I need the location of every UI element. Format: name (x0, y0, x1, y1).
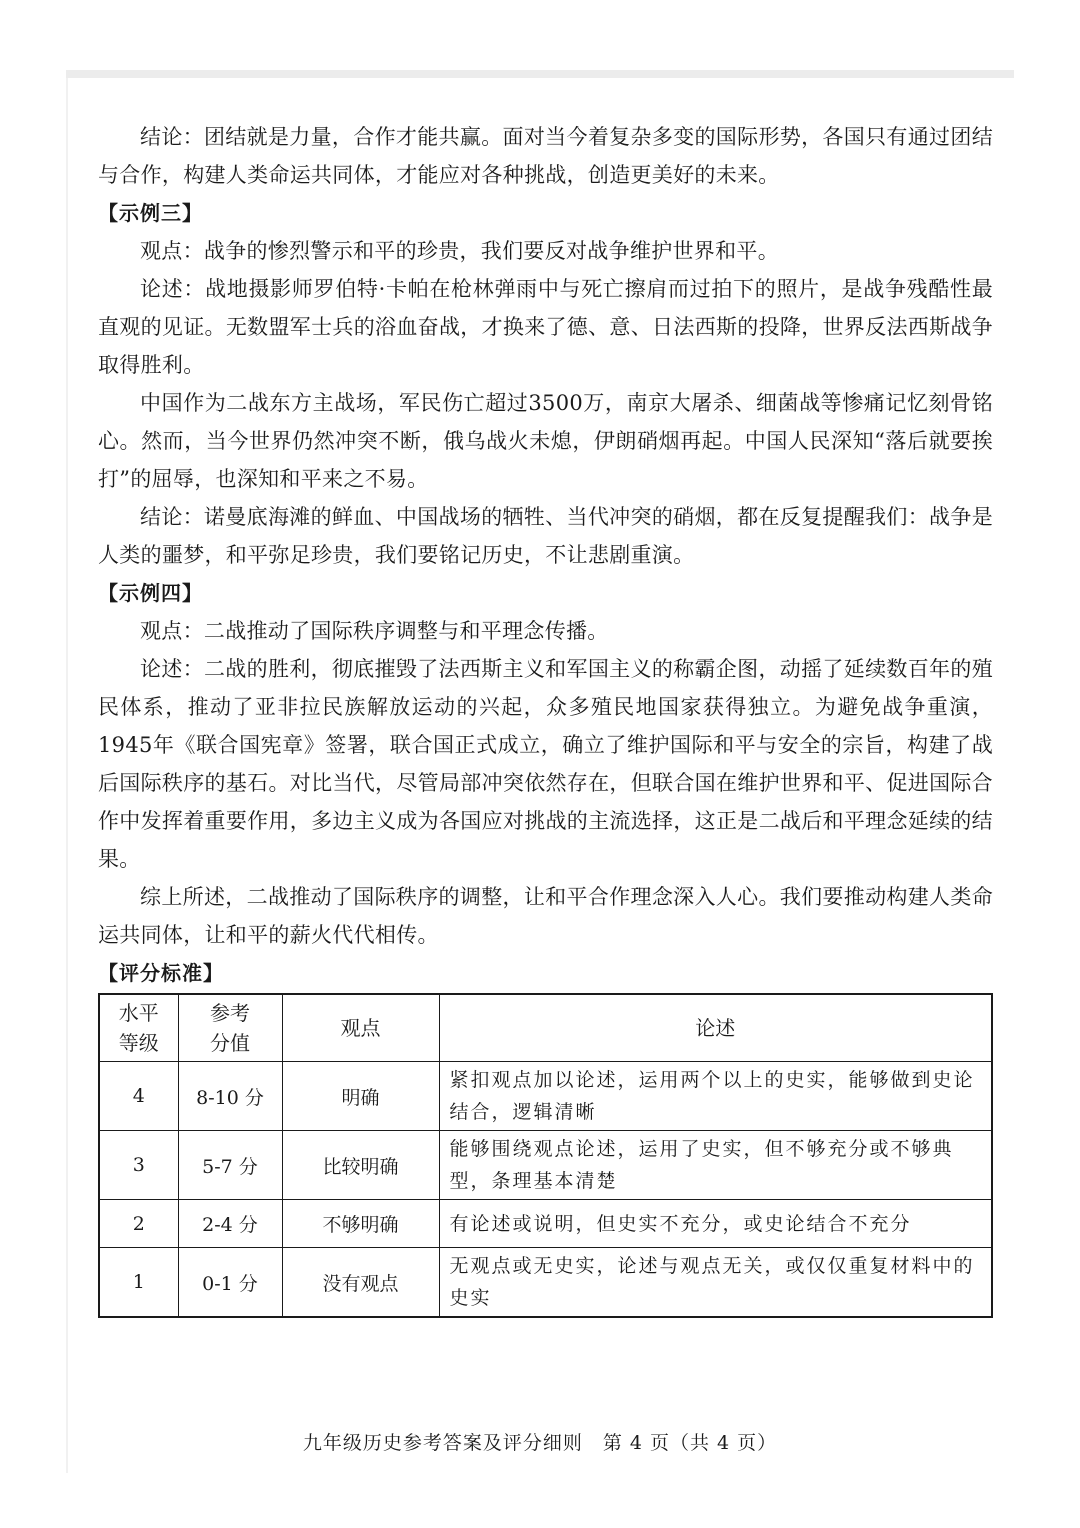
rubric-table (98, 993, 993, 1318)
cell-score: 0-1 分 (178, 1248, 282, 1318)
header-viewpoint: 观点 (282, 994, 439, 1062)
header-level (99, 994, 178, 1062)
header-level-text: 水平 等级 (118, 1001, 159, 1055)
cell-viewpoint: 不够明确 (282, 1200, 439, 1248)
conclusion-paragraph: 结论：团结就是力量，合作才能共赢。面对当今着复杂多变的国际形势，各国只有通过团结与合作，构建人类命运共同体，才能应对各种挑战，创造更美好的未来。 (98, 125, 993, 187)
header-argument: 论述 (439, 994, 992, 1062)
example-four-summary: 综上所述，二战推动了国际秩序的调整，让和平合作理念深入人心。我们要推动构建人类命运共同体，让和平的薪火代代相传。 (98, 885, 993, 947)
page-left-edge (66, 78, 68, 1473)
rubric-heading: 【评分标准】 (98, 961, 224, 985)
example-three-conclusion: 结论：诺曼底海滩的鲜血、中国战场的牺牲、当代冲突的硝烟，都在反复提醒我们：战争是人类的噩梦，和平弥足珍贵，我们要铭记历史，不让悲剧重演。 (98, 505, 993, 567)
example-three-viewpoint: 观点：战争的惨烈警示和平的珍贵，我们要反对战争维护世界和平。 (140, 239, 779, 263)
cell-description: 能够围绕观点论述，运用了史实，但不够充分或不够典型，条理基本清楚 (439, 1131, 992, 1200)
rubric-header-row (99, 994, 992, 1062)
cell-score: 5-7 分 (178, 1131, 282, 1200)
page-top-border (66, 70, 1014, 78)
cell-level: 1 (99, 1248, 178, 1318)
document-body (98, 118, 993, 992)
cell-score: 2-4 分 (178, 1200, 282, 1248)
cell-viewpoint: 明确 (282, 1062, 439, 1131)
cell-level: 2 (99, 1200, 178, 1248)
example-four-argument: 论述：二战的胜利，彻底摧毁了法西斯主义和军国主义的称霸企图，动摇了延续数百年的殖民体系，推动了亚非拉民族解放运动的兴起，众多殖民地国家获得独立。为避免战争重演，1945年《联合国宪章》签署，联合国正式成立，确立了维护国际和平与安全的宗旨，构建了战后国际秩序的基石。对比当代，尽管局部冲突依然存在，但联合国在维护世界和平、促进国际合作中发挥着重要作用，多边主义成为各国应对挑战的主流选择，这正是二战后和平理念延续的结果。 (98, 657, 993, 871)
cell-description: 有论述或说明，但史实不充分，或史论结合不充分 (439, 1200, 992, 1248)
cell-description: 紧扣观点加以论述，运用两个以上的史实，能够做到史论结合，逻辑清晰 (439, 1062, 992, 1131)
cell-score: 8-10 分 (178, 1062, 282, 1131)
cell-level: 4 (99, 1062, 178, 1131)
cell-description: 无观点或无史实，论述与观点无关，或仅仅重复材料中的史实 (439, 1248, 992, 1318)
example-four-viewpoint: 观点：二战推动了国际秩序调整与和平理念传播。 (140, 619, 609, 643)
page-footer: 九年级历史参考答案及评分细则 第 4 页（共 4 页） (302, 1432, 778, 1454)
table-row (99, 1131, 992, 1200)
table-row (99, 1062, 992, 1131)
cell-level: 3 (99, 1131, 178, 1200)
example-four-heading: 【示例四】 (98, 581, 203, 605)
header-score-text: 参考 分值 (210, 1001, 250, 1055)
example-three-china: 中国作为二战东方主战场，军民伤亡超过3500万，南京大屠杀、细菌战等惨痛记忆刻骨铭心。然而，当今世界仍然冲突不断，俄乌战火未熄，伊朗硝烟再起。中国人民深知“落后就要挨打”的屈辱，也深知和平来之不易。 (98, 391, 993, 491)
table-row (99, 1200, 992, 1248)
cell-viewpoint: 没有观点 (282, 1248, 439, 1318)
cell-viewpoint: 比较明确 (282, 1131, 439, 1200)
table-row (99, 1248, 992, 1318)
example-three-heading: 【示例三】 (98, 201, 203, 225)
header-score (178, 994, 282, 1062)
example-three-argument: 论述：战地摄影师罗伯特·卡帕在枪林弹雨中与死亡擦肩而过拍下的照片，是战争残酷性最直观的见证。无数盟军士兵的浴血奋战，才换来了德、意、日法西斯的投降，世界反法西斯战争取得胜利。 (98, 277, 993, 377)
